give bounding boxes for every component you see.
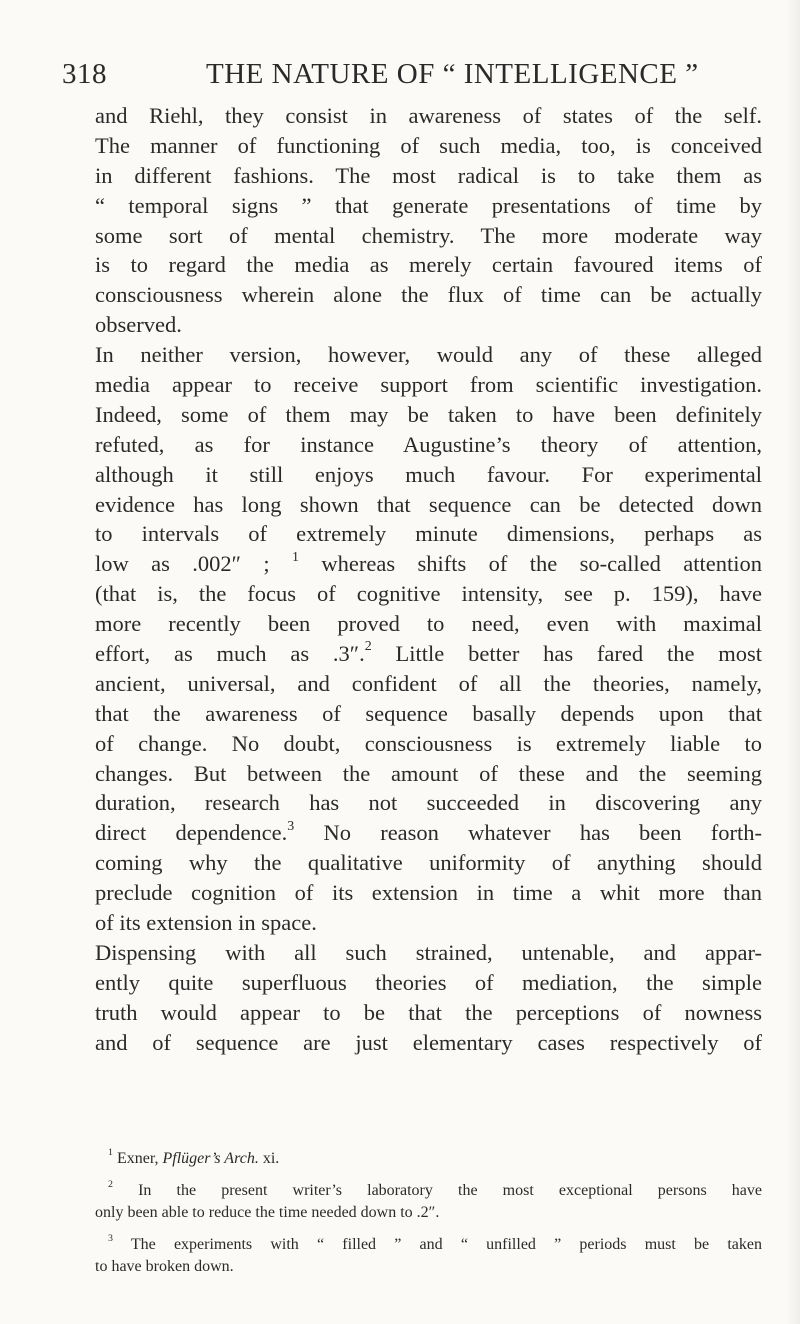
line-text: direct dependence. (95, 820, 288, 846)
line-text: changes. But between the amount of these and the seeming (95, 760, 762, 786)
line-text: although it still enjoys much favour. For experimental (95, 461, 762, 487)
text-line (95, 460, 762, 490)
text-line (95, 430, 762, 460)
footnote-text: xi. (258, 1150, 280, 1167)
line-text: Little better has fared the most (371, 641, 763, 667)
text-line (95, 579, 762, 609)
line-text: in different fashions. The most radical is to take them as (95, 162, 762, 188)
line-text: to intervals of extremely minute dimensions, perhaps as (95, 521, 762, 547)
line-text: coming why the qualitative uniformity of anything should (95, 850, 762, 876)
text-line (95, 998, 762, 1028)
line-text: low as .002″ ; (95, 551, 293, 577)
footnote-marker: 1 (108, 1147, 113, 1159)
line-text: No reason whatever has been forth- (294, 820, 762, 846)
text-line (95, 310, 762, 340)
line-text: refuted, as for instance Augustine’s theory of attention, (95, 431, 762, 457)
text-line (95, 221, 762, 251)
footnote-3-continued: to have broken down. (95, 1258, 234, 1275)
text-line (95, 131, 762, 161)
journal-title: Pflüger’s Arch. (162, 1150, 259, 1167)
running-header (62, 54, 762, 94)
text-line (95, 609, 762, 639)
text-line (95, 938, 762, 968)
page-edge-shadow (786, 0, 800, 1324)
footnote-text: The experiments with “ filled ” and “ unfilled ” periods must be taken (130, 1236, 762, 1253)
text-line (95, 519, 762, 549)
text-line (95, 490, 762, 520)
text-line (95, 101, 762, 131)
text-line (95, 699, 762, 729)
text-line (95, 400, 762, 430)
line-text: of change. No doubt, consciousness is extremely liable to (95, 730, 762, 756)
line-text: effort, as much as .3″. (95, 641, 365, 667)
line-text: that the awareness of sequence basally depends upon that (95, 700, 762, 726)
text-line (95, 340, 762, 370)
text-line (95, 729, 762, 759)
running-title: THE NATURE OF “ INTELLIGENCE ” (206, 58, 699, 90)
line-text: Dispensing with all such strained, untenable, and appar- (95, 939, 762, 965)
footnotes (95, 1148, 762, 1278)
line-text: ancient, universal, and confident of all the theories, namely, (95, 670, 762, 696)
text-line (95, 759, 762, 789)
line-text: (that is, the focus of cognitive intensity, see p. 159), have (95, 581, 762, 607)
text-line (95, 280, 762, 310)
line-text: “ temporal signs ” that generate presentations of time by (95, 192, 762, 218)
line-text: and Riehl, they consist in awareness of states of the self. (95, 103, 762, 128)
page-number: 318 (62, 58, 107, 90)
text-line (95, 639, 762, 669)
footnote-marker: 2 (108, 1179, 113, 1191)
text-line (95, 908, 762, 938)
footnote-2 (95, 1180, 762, 1202)
text-line (95, 669, 762, 699)
footnote-1 (95, 1148, 762, 1170)
line-text: truth would appear to be that the perceptions of nowness (95, 999, 762, 1025)
text-line (95, 191, 762, 221)
text-line (95, 878, 762, 908)
line-text: evidence has long shown that sequence can be detected down (95, 491, 762, 517)
footnote-ref: 3 (287, 818, 295, 834)
line-text: consciousness wherein alone the flux of time can be actually (95, 282, 762, 308)
line-text: some sort of mental chemistry. The more moderate way (95, 222, 762, 248)
line-text: Indeed, some of them may be taken to have been definitely (95, 401, 762, 427)
line-text: preclude cognition of its extension in time a whit more than (95, 880, 762, 906)
footnote-ref: 1 (292, 549, 300, 565)
footnote-ref: 2 (364, 639, 372, 655)
text-line (95, 161, 762, 191)
line-text: of its extension in space. (95, 910, 317, 936)
line-text: In neither version, however, would any of these alleged (95, 342, 762, 368)
footnote-marker: 3 (108, 1233, 113, 1245)
line-text: whereas shifts of the so-called attention (299, 551, 762, 577)
line-text: The manner of functioning of such media, too, is conceived (95, 132, 762, 158)
text-line (95, 250, 762, 280)
line-text: duration, research has not succeeded in discovering any (95, 790, 762, 816)
body-text (95, 101, 762, 1058)
text-line (95, 848, 762, 878)
line-text: more recently been proved to need, even with maximal (95, 611, 762, 637)
text-line (95, 968, 762, 998)
footnote-text: In the present writer’s laboratory the most exceptional persons have (138, 1182, 762, 1199)
text-line (95, 549, 762, 579)
line-text: and of sequence are just elementary cases respectively of (95, 1029, 762, 1055)
line-text: observed. (95, 312, 182, 338)
text-line (95, 788, 762, 818)
line-text: media appear to receive support from scientific investigation. (95, 372, 762, 398)
line-text: ently quite superfluous theories of mediation, the simple (95, 969, 762, 995)
footnote-2-continued: only been able to reduce the time needed down to .2″. (95, 1204, 440, 1221)
footnote-3 (95, 1234, 762, 1256)
text-line (95, 370, 762, 400)
text-line (95, 1028, 762, 1058)
text-line (95, 818, 762, 848)
line-text: is to regard the media as merely certain favoured items of (95, 252, 762, 278)
footnote-text: Exner, (116, 1150, 163, 1167)
